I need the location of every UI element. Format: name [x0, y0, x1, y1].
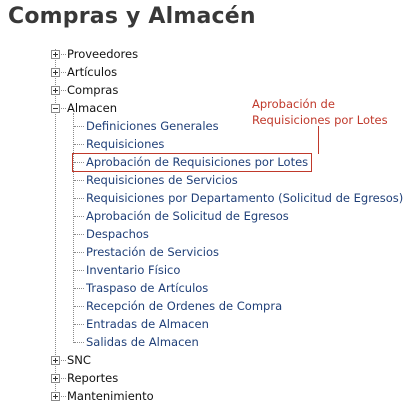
callout-line-1: Aprobación de	[252, 97, 335, 111]
callout-annotation	[252, 96, 388, 128]
tree-branch	[74, 306, 84, 307]
collapse-icon[interactable]	[51, 104, 60, 113]
tree-branch	[74, 342, 84, 343]
tree-connector-main	[55, 49, 56, 397]
menu-link-requisiciones-departamento[interactable]: Requisiciones por Departamento (Solicitud de Egresos)	[86, 191, 404, 205]
tree-node-mantenimiento[interactable]: Mantenimiento	[67, 389, 154, 403]
tree-branch	[74, 126, 84, 127]
tree-node-compras[interactable]: Compras	[67, 83, 119, 97]
tree-branch	[74, 198, 84, 199]
menu-link-aprobacion-solicitud-egresos[interactable]: Aprobación de Solicitud de Egresos	[86, 209, 289, 223]
tree-branch	[74, 180, 84, 181]
tree-branch	[74, 234, 84, 235]
tree-node-articulos[interactable]: Artículos	[67, 65, 118, 79]
menu-link-salidas-almacen[interactable]: Salidas de Almacen	[86, 335, 199, 349]
menu-link-requisiciones-servicios[interactable]: Requisiciones de Servicios	[86, 173, 238, 187]
menu-link-despachos[interactable]: Despachos	[86, 227, 149, 241]
tree-branch	[74, 270, 84, 271]
tree-connector-almacen	[73, 113, 74, 343]
menu-link-recepcion-ordenes-compra[interactable]: Recepción de Ordenes de Compra	[86, 299, 283, 313]
expand-icon[interactable]	[51, 86, 60, 95]
page-title: Compras y Almacén	[8, 4, 256, 29]
tree-branch	[74, 324, 84, 325]
expand-icon[interactable]	[51, 374, 60, 383]
selection-highlight	[72, 153, 312, 172]
menu-link-entradas-almacen[interactable]: Entradas de Almacen	[86, 317, 209, 331]
menu-link-aprobacion-requisiciones-lotes[interactable]: Aprobación de Requisiciones por Lotes	[86, 155, 309, 169]
menu-link-requisiciones[interactable]: Requisiciones	[86, 137, 165, 151]
expand-icon[interactable]	[51, 356, 60, 365]
callout-line-2: Requisiciones por Lotes	[252, 113, 388, 127]
tree-node-proveedores[interactable]: Proveedores	[67, 47, 139, 61]
menu-link-prestacion-servicios[interactable]: Prestación de Servicios	[86, 245, 220, 259]
tree-branch	[74, 252, 84, 253]
tree-branch	[74, 144, 84, 145]
tree-branch	[74, 216, 84, 217]
tree-node-snc[interactable]: SNC	[67, 353, 91, 367]
menu-link-inventario-fisico[interactable]: Inventario Físico	[86, 263, 181, 277]
expand-icon[interactable]	[51, 392, 60, 401]
tree-node-reportes[interactable]: Reportes	[67, 371, 119, 385]
tree-branch	[74, 288, 84, 289]
expand-icon[interactable]	[51, 50, 60, 59]
expand-icon[interactable]	[51, 68, 60, 77]
menu-link-traspaso-articulos[interactable]: Traspaso de Artículos	[86, 281, 209, 295]
tree-node-almacen[interactable]: Almacen	[67, 101, 117, 115]
menu-link-definiciones-generales[interactable]: Definiciones Generales	[86, 119, 219, 133]
callout-connector	[318, 126, 319, 154]
